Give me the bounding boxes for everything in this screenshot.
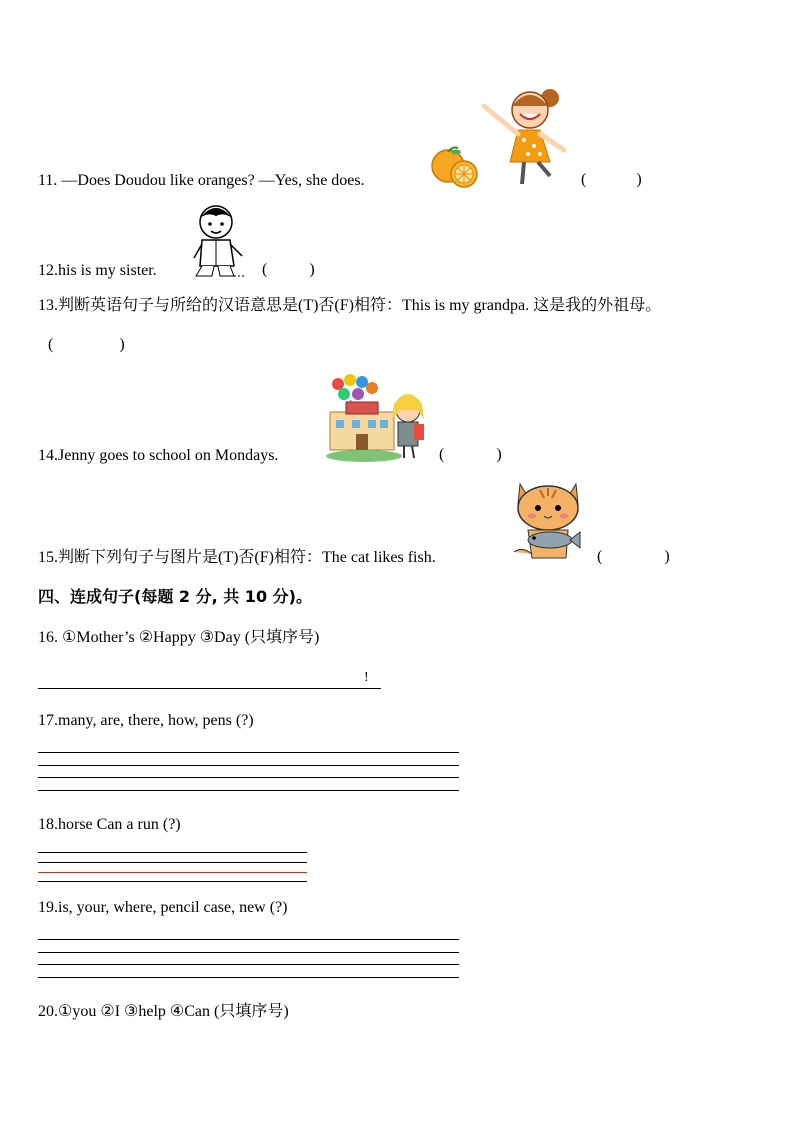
- writing-line-17-4[interactable]: [38, 790, 459, 791]
- question-12: 12.his is my sister.: [38, 262, 157, 279]
- answer-paren-15[interactable]: [597, 548, 670, 566]
- writing-line-17-1[interactable]: [38, 752, 459, 753]
- writing-line-19-3[interactable]: [38, 964, 459, 965]
- answer-line-16[interactable]: [38, 688, 381, 689]
- paren-close: ): [636, 171, 642, 188]
- paren-close: ): [664, 548, 670, 565]
- paren-close: ): [119, 336, 125, 353]
- writing-line-19-1[interactable]: [38, 939, 459, 940]
- answer-paren-13[interactable]: [48, 336, 125, 354]
- paren-open: (: [48, 336, 54, 353]
- paren-open: (: [439, 446, 445, 463]
- writing-line-17-3[interactable]: [38, 777, 459, 778]
- paren-open: (: [262, 261, 268, 278]
- writing-line-18-1[interactable]: [38, 852, 307, 853]
- oranges-icon: [428, 146, 482, 190]
- cat-fish-icon: [510, 474, 586, 566]
- boy-icon: [188, 200, 248, 278]
- answer-paren-11[interactable]: [581, 171, 642, 189]
- writing-line-18-3[interactable]: [38, 872, 307, 873]
- writing-line-18-4[interactable]: [38, 881, 307, 882]
- sentence-18: 18.horse Can a run (?): [38, 816, 181, 833]
- sentence-19: 19.is, your, where, pencil case, new (?): [38, 899, 288, 916]
- paren-open: (: [581, 171, 587, 188]
- question-11: 11. —Does Doudou like oranges? —Yes, she does.: [38, 172, 365, 189]
- section-4-title: 四、连成句子(每题 2 分, 共 10 分)。: [38, 587, 312, 606]
- sentence-16-end-mark: !: [364, 670, 369, 685]
- question-15: 15.判断下列句子与图片是(T)否(F)相符：The cat likes fish.: [38, 549, 436, 566]
- school-girl-icon: [324, 372, 434, 464]
- sentence-20: 20.①you ②I ③help ④Can (只填序号): [38, 1003, 289, 1020]
- sentence-16: 16. ①Mother’s ②Happy ③Day (只填序号): [38, 629, 320, 646]
- writing-line-19-2[interactable]: [38, 952, 459, 953]
- writing-line-18-2[interactable]: [38, 862, 307, 863]
- answer-paren-14[interactable]: [439, 446, 502, 464]
- paren-close: ): [309, 261, 315, 278]
- paren-open: (: [597, 548, 603, 565]
- question-14: 14.Jenny goes to school on Mondays.: [38, 447, 279, 464]
- question-13: 13.判断英语句子与所给的汉语意思是(T)否(F)相符：This is my grandpa. 这是我的外祖母。: [38, 297, 662, 314]
- answer-paren-12[interactable]: [262, 261, 315, 279]
- sentence-17: 17.many, are, there, how, pens (?): [38, 712, 254, 729]
- paren-close: ): [496, 446, 502, 463]
- writing-line-19-4[interactable]: [38, 977, 459, 978]
- writing-line-17-2[interactable]: [38, 765, 459, 766]
- girl-icon: [478, 84, 570, 188]
